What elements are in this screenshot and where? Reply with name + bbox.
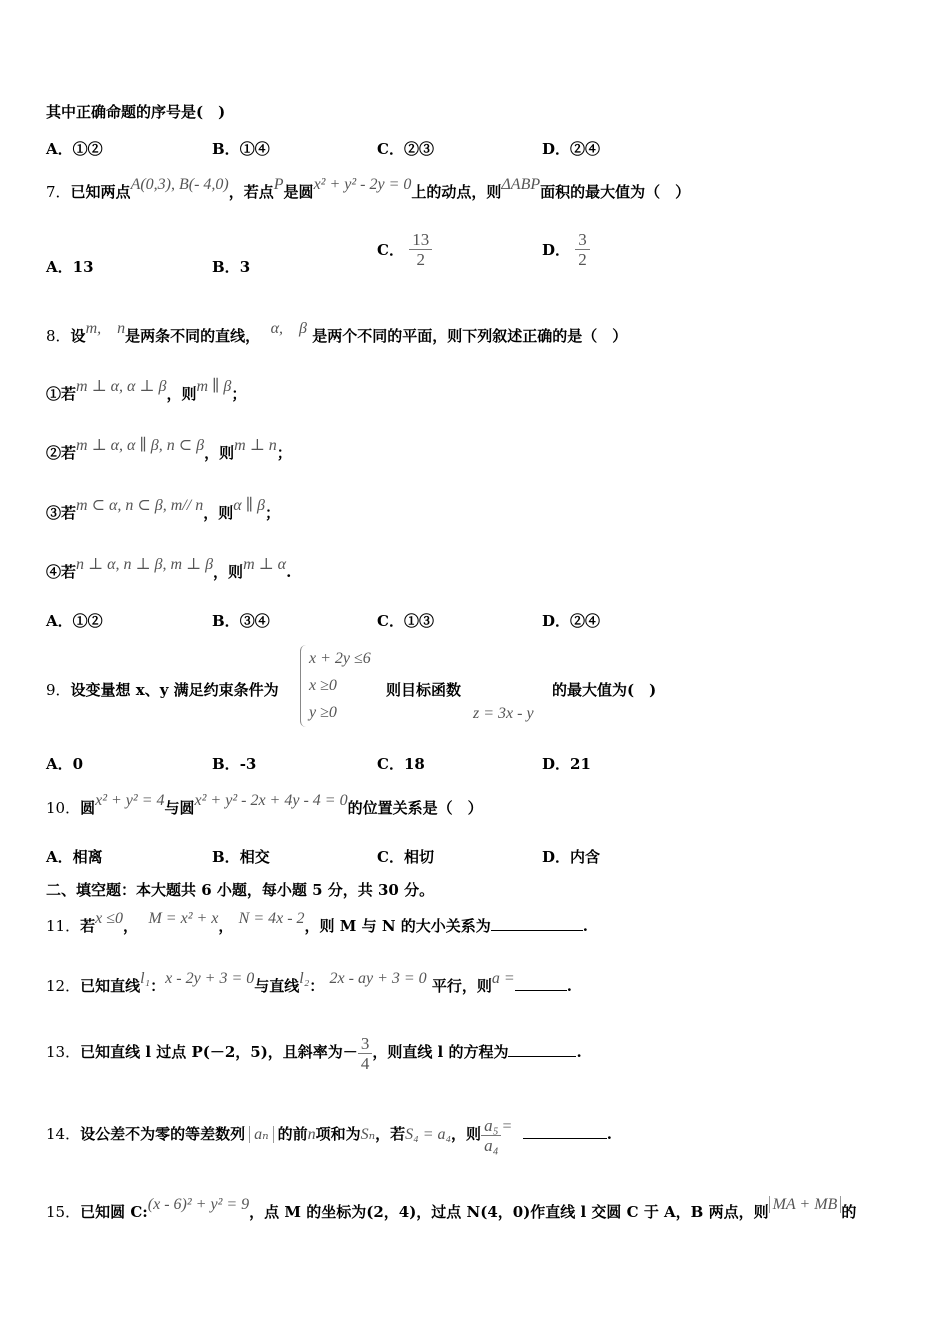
option-text: ①②	[72, 140, 103, 158]
option-letter: D．	[542, 755, 571, 773]
option-letter: C．	[377, 241, 404, 259]
q10-circle-1: x² + y² = 4	[95, 792, 165, 809]
q11-number: 11．	[46, 917, 81, 935]
q10-number: 10．	[46, 799, 81, 817]
q14-text-4: ，若	[375, 1125, 406, 1143]
q7-circle-eq: x² + y² - 2y = 0	[313, 176, 412, 193]
fraction-denominator: 2	[578, 250, 587, 269]
q11-stem	[46, 910, 588, 937]
item-condition: n ⊥ α, n ⊥ β, m ⊥ β	[76, 556, 214, 573]
q11-text-3: ，	[218, 917, 234, 935]
q7-option-a	[46, 256, 94, 277]
q6-option-a	[46, 138, 103, 159]
q10-circle-2: x² + y² - 2x + 4y - 4 = 0	[194, 792, 348, 809]
q9-text-1: 设变量想 x、y 满足约束条件为	[70, 681, 279, 699]
item-condition: m ⊥ α, α ∥ β, n ⊂ β	[76, 437, 205, 454]
option-text: ①③	[403, 612, 434, 630]
q14-text-5: ，则	[451, 1125, 482, 1143]
q11-text-4: ，则 M 与 N 的大小关系为	[304, 917, 491, 935]
item-mark: ③若	[46, 504, 77, 522]
item-then: ，则	[213, 563, 244, 581]
q12-var-a: a =	[491, 970, 515, 987]
item-result: m ⊥ n	[234, 437, 277, 454]
q12-text-3: 与直线	[254, 977, 300, 995]
q10-option-c	[377, 846, 434, 867]
fraction-numerator: 13	[409, 230, 432, 250]
q13-text-2: ，则直线 l 的方程为	[372, 1043, 509, 1061]
q11-expr-m: M = x² + x	[148, 910, 219, 927]
option-text: ②④	[570, 140, 601, 158]
q15-text-1: 已知圆 C:	[80, 1203, 148, 1221]
q13-text-1: 已知直线 l 过点 P(－2，5)，且斜率为－	[80, 1043, 358, 1061]
option-text: 3	[239, 258, 251, 276]
option-letter: A．	[46, 612, 73, 630]
q8-planes: α, β	[270, 320, 307, 337]
q15-text-2: ，点 M 的坐标为(2，4)，过点 N(4，0)作直线 l 交圆 C 于 A，B 两点，则	[249, 1203, 769, 1221]
q7-number: 7．	[46, 183, 71, 201]
option-letter: A．	[46, 755, 73, 773]
q6-option-d	[542, 138, 600, 159]
q7-text-3: 是圆	[283, 183, 314, 201]
q15-circle-eq: (x - 6)² + y² = 9	[147, 1196, 250, 1213]
q14-sequence: aₙ	[249, 1126, 273, 1143]
option-text: -3	[239, 755, 257, 773]
fraction-denominator: 2	[416, 250, 425, 269]
option-letter: C．	[377, 848, 404, 866]
option-text: 相切	[403, 848, 434, 866]
q14-sum: Sₙ	[360, 1126, 376, 1143]
q11-answer-blank[interactable]	[491, 916, 583, 931]
q8-item-2	[46, 437, 292, 464]
q10-option-d	[542, 846, 600, 867]
q6-option-b	[212, 138, 270, 159]
q7-triangle: ΔABP	[501, 176, 541, 193]
q13-number: 13．	[46, 1043, 81, 1061]
q10-option-b	[212, 846, 270, 867]
option-letter: D．	[542, 848, 571, 866]
item-condition: m ⊂ α, n ⊂ β, m// n	[76, 497, 204, 514]
q12-stem	[46, 970, 572, 997]
q8-option-a	[46, 610, 103, 631]
q8-item-3	[46, 497, 280, 524]
option-text: ②③	[403, 140, 434, 158]
item-then: ，则	[204, 444, 235, 462]
q8-option-c	[377, 610, 434, 631]
q8-lines: m, n	[85, 320, 126, 337]
q14-var-n: n	[307, 1126, 316, 1143]
q14-answer-blank[interactable]	[523, 1124, 607, 1139]
item-end: ；	[264, 504, 280, 522]
q11-expr-n: N = 4x - 2	[238, 910, 305, 927]
constraint-1: x + 2y ≤6	[309, 650, 371, 667]
option-text: 18	[403, 755, 425, 773]
q12-line-l2: l₂	[299, 970, 310, 987]
q15-text-3: 的	[841, 1203, 857, 1221]
item-end: .	[286, 563, 292, 581]
q14-text-3: 项和为	[315, 1125, 361, 1143]
q7-point-p: P	[273, 176, 284, 193]
item-mark: ①若	[46, 385, 77, 403]
option-text: 0	[72, 755, 84, 773]
option-letter: B．	[212, 848, 240, 866]
fraction-numerator: 3	[575, 230, 590, 250]
q11-text-1: 若	[80, 917, 96, 935]
item-then: ，则	[203, 504, 234, 522]
option-letter: D．	[542, 140, 571, 158]
item-condition: m ⊥ α, α ⊥ β	[76, 378, 167, 395]
section-heading: 二、填空题：本大题共 6 小题，每小题 5 分，共 30 分。	[46, 881, 435, 899]
q14-stem	[46, 1110, 612, 1159]
option-letter: A．	[46, 848, 73, 866]
q7-option-b	[212, 256, 250, 277]
q9-objective-label: 则目标函数	[386, 681, 462, 699]
q12-number: 12．	[46, 977, 81, 995]
option-letter: C．	[377, 755, 404, 773]
option-letter: B．	[212, 140, 240, 158]
q9-option-a	[46, 753, 83, 774]
q8-number: 8．	[46, 327, 71, 345]
q8-item-4	[46, 556, 292, 583]
q10-text-1: 圆	[80, 799, 96, 817]
q11-text-2: ，	[123, 917, 139, 935]
q13-stem	[46, 1028, 582, 1076]
q15-vector-sum: MA + MB	[769, 1196, 842, 1213]
option-letter: A．	[46, 140, 73, 158]
q11-text-5: .	[582, 917, 588, 935]
option-text: 13	[72, 258, 94, 276]
q14-condition: S₄ = a₄	[405, 1126, 452, 1143]
q7-text-1: 已知两点	[70, 183, 131, 201]
q15-number: 15．	[46, 1203, 81, 1221]
option-letter: B．	[212, 612, 240, 630]
q14-equals: =	[501, 1118, 513, 1135]
q9-option-d	[542, 753, 591, 774]
q8-text-1: 设	[70, 327, 86, 345]
q8-option-d	[542, 610, 600, 631]
q13-slope-fraction	[358, 1034, 373, 1073]
fraction-numerator: a₅	[481, 1116, 501, 1136]
item-result: m ⊥ α	[243, 556, 287, 573]
item-mark: ④若	[46, 563, 77, 581]
option-letter: C．	[377, 612, 404, 630]
option-letter: B．	[212, 258, 240, 276]
q9-number: 9．	[46, 681, 71, 699]
q12-text-6: .	[566, 977, 572, 995]
q14-number: 14．	[46, 1125, 81, 1143]
fraction-denominator: 4	[360, 1053, 370, 1073]
option-letter: C．	[377, 140, 404, 158]
option-text: ①④	[239, 140, 270, 158]
q14-text-1: 设公差不为零的等差数列	[80, 1125, 246, 1143]
q6-option-c	[377, 138, 434, 159]
q7-text-2: ，若点	[228, 183, 274, 201]
item-then: ，则	[166, 385, 197, 403]
q11-condition: x ≤0	[95, 910, 123, 927]
option-text: 相交	[239, 848, 270, 866]
q13-answer-blank[interactable]	[508, 1042, 576, 1057]
q12-line-2-eq: 2x - ay + 3 = 0	[329, 970, 427, 987]
item-mark: ②若	[46, 444, 77, 462]
q7-option-c	[377, 230, 432, 269]
option-text: 内含	[570, 848, 601, 866]
q10-text-3: 的位置关系是（ ）	[347, 799, 483, 817]
fraction-numerator: 3	[358, 1034, 373, 1054]
q12-answer-blank[interactable]	[515, 976, 567, 991]
q7-text-5: 面积的最大值为（ ）	[540, 183, 691, 201]
q8-stem	[46, 320, 628, 347]
fraction-denominator: a₄	[484, 1135, 499, 1155]
q7-c-fraction	[409, 230, 432, 269]
q15-stem	[46, 1196, 857, 1223]
q9-objective-function: z = 3x - y	[473, 705, 534, 722]
option-letter: D．	[542, 241, 571, 259]
item-end: ；	[276, 444, 292, 462]
q6-stem: 其中正确命题的序号是( )	[46, 103, 226, 121]
item-result: m ∥ β	[196, 378, 232, 395]
constraint-3: y ≥0	[309, 704, 337, 721]
q7-points: A(0,3), B(- 4,0)	[130, 176, 229, 193]
option-text: ①②	[72, 612, 103, 630]
q9-option-b	[212, 753, 256, 774]
option-letter: D．	[542, 612, 571, 630]
q12-text-1: 已知直线	[80, 977, 141, 995]
q14-ratio-fraction	[481, 1116, 501, 1155]
option-letter: A．	[46, 258, 73, 276]
q9-stem	[46, 680, 279, 700]
q7-option-d	[542, 230, 590, 269]
q14-text-6: .	[606, 1125, 612, 1143]
q12-line-1-eq: x - 2y + 3 = 0	[165, 970, 255, 987]
item-result: α ∥ β	[233, 497, 265, 514]
q14-text-2: 的前	[277, 1125, 308, 1143]
q10-option-a	[46, 846, 103, 867]
q13-text-3: .	[576, 1043, 582, 1061]
q8-option-b	[212, 610, 270, 631]
option-text: ③④	[239, 612, 270, 630]
option-text: ②④	[570, 612, 601, 630]
constraint-2: x ≥0	[309, 677, 337, 694]
q8-item-1	[46, 378, 247, 405]
q8-text-3: 是两个不同的平面，则下列叙述正确的是（ ）	[312, 327, 628, 345]
q12-text-4: ：	[309, 977, 325, 995]
q12-line-l1: l₁	[140, 970, 151, 987]
option-letter: B．	[212, 755, 240, 773]
q12-text-2: ：	[150, 977, 166, 995]
q9-question-tail: 的最大值为( )	[552, 681, 657, 699]
q12-text-5: 平行，则	[431, 977, 492, 995]
item-end: ；	[231, 385, 247, 403]
q10-text-2: 与圆	[164, 799, 195, 817]
q8-text-2: 是两条不同的直线，	[125, 327, 261, 345]
q7-text-4: 上的动点，则	[411, 183, 502, 201]
q10-stem	[46, 792, 483, 819]
option-text: 21	[570, 755, 591, 773]
q9-option-c	[377, 753, 425, 774]
option-text: 相离	[72, 848, 103, 866]
q7-stem	[46, 176, 691, 203]
q7-d-fraction	[575, 230, 590, 269]
